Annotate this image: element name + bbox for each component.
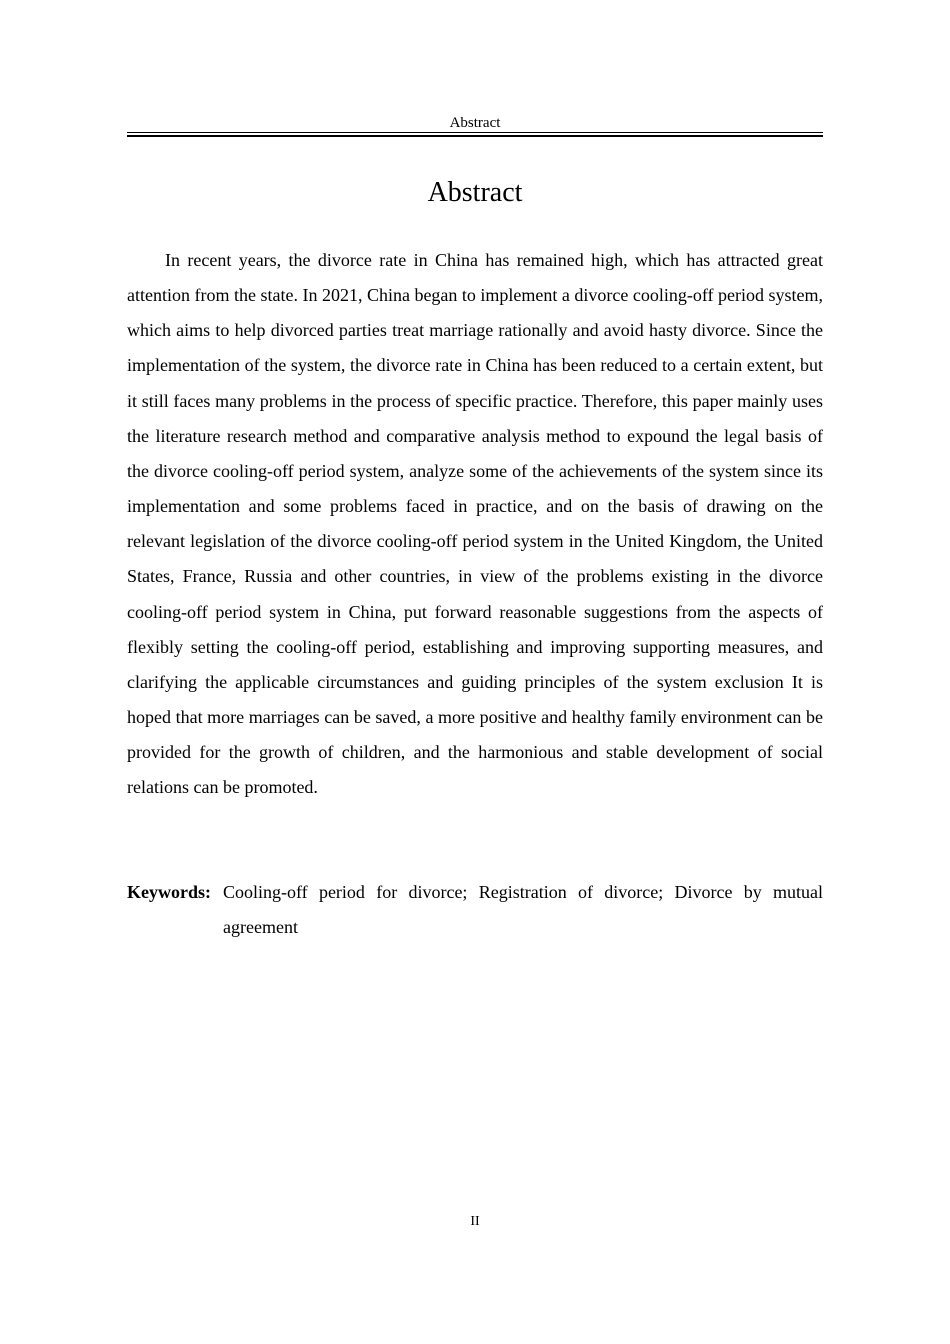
keywords-text: Cooling-off period for divorce; Registration of divorce; Divorce by mutual agreement — [223, 882, 823, 938]
abstract-paragraph: In recent years, the divorce rate in China has remained high, which has attracted great attention from the state. In 2021, China began to implement a divorce cooling-off period system, which aims to help divorced parties treat marriage rationally and avoid hasty divorce. Since the implementation of the system, the divorce rate in China has been reduced to a certain extent, but it still faces many problems in the process of specific practice. Therefore, this paper mainly uses the literature research method and comparative analysis method to expound the legal basis of the divorce cooling-off period system, analyze some of the achievements of the system since its implementation and some problems faced in practice, and on the basis of drawing on the relevant legislation of the divorce cooling-off period system in the United Kingdom, the United States, France, Russia and other countries, in view of the problems existing in the divorce cooling-off period system in China, put forward reasonable suggestions from the aspects of flexibly setting the cooling-off period, establishing and improving supporting measures, and clarifying the applicable circumstances and guiding principles of the system exclusion It is hoped that more marriages can be saved, a more positive and healthy family environment can be provided for the growth of children, and the harmonious and stable development of social relations can be promoted. — [127, 250, 823, 798]
page-number: II — [470, 1214, 480, 1229]
keywords-label: Keywords: — [127, 882, 211, 902]
page-title: Abstract — [427, 177, 523, 208]
header-divider — [127, 132, 823, 137]
running-header: Abstract — [449, 115, 501, 131]
keywords-section — [127, 875, 823, 945]
